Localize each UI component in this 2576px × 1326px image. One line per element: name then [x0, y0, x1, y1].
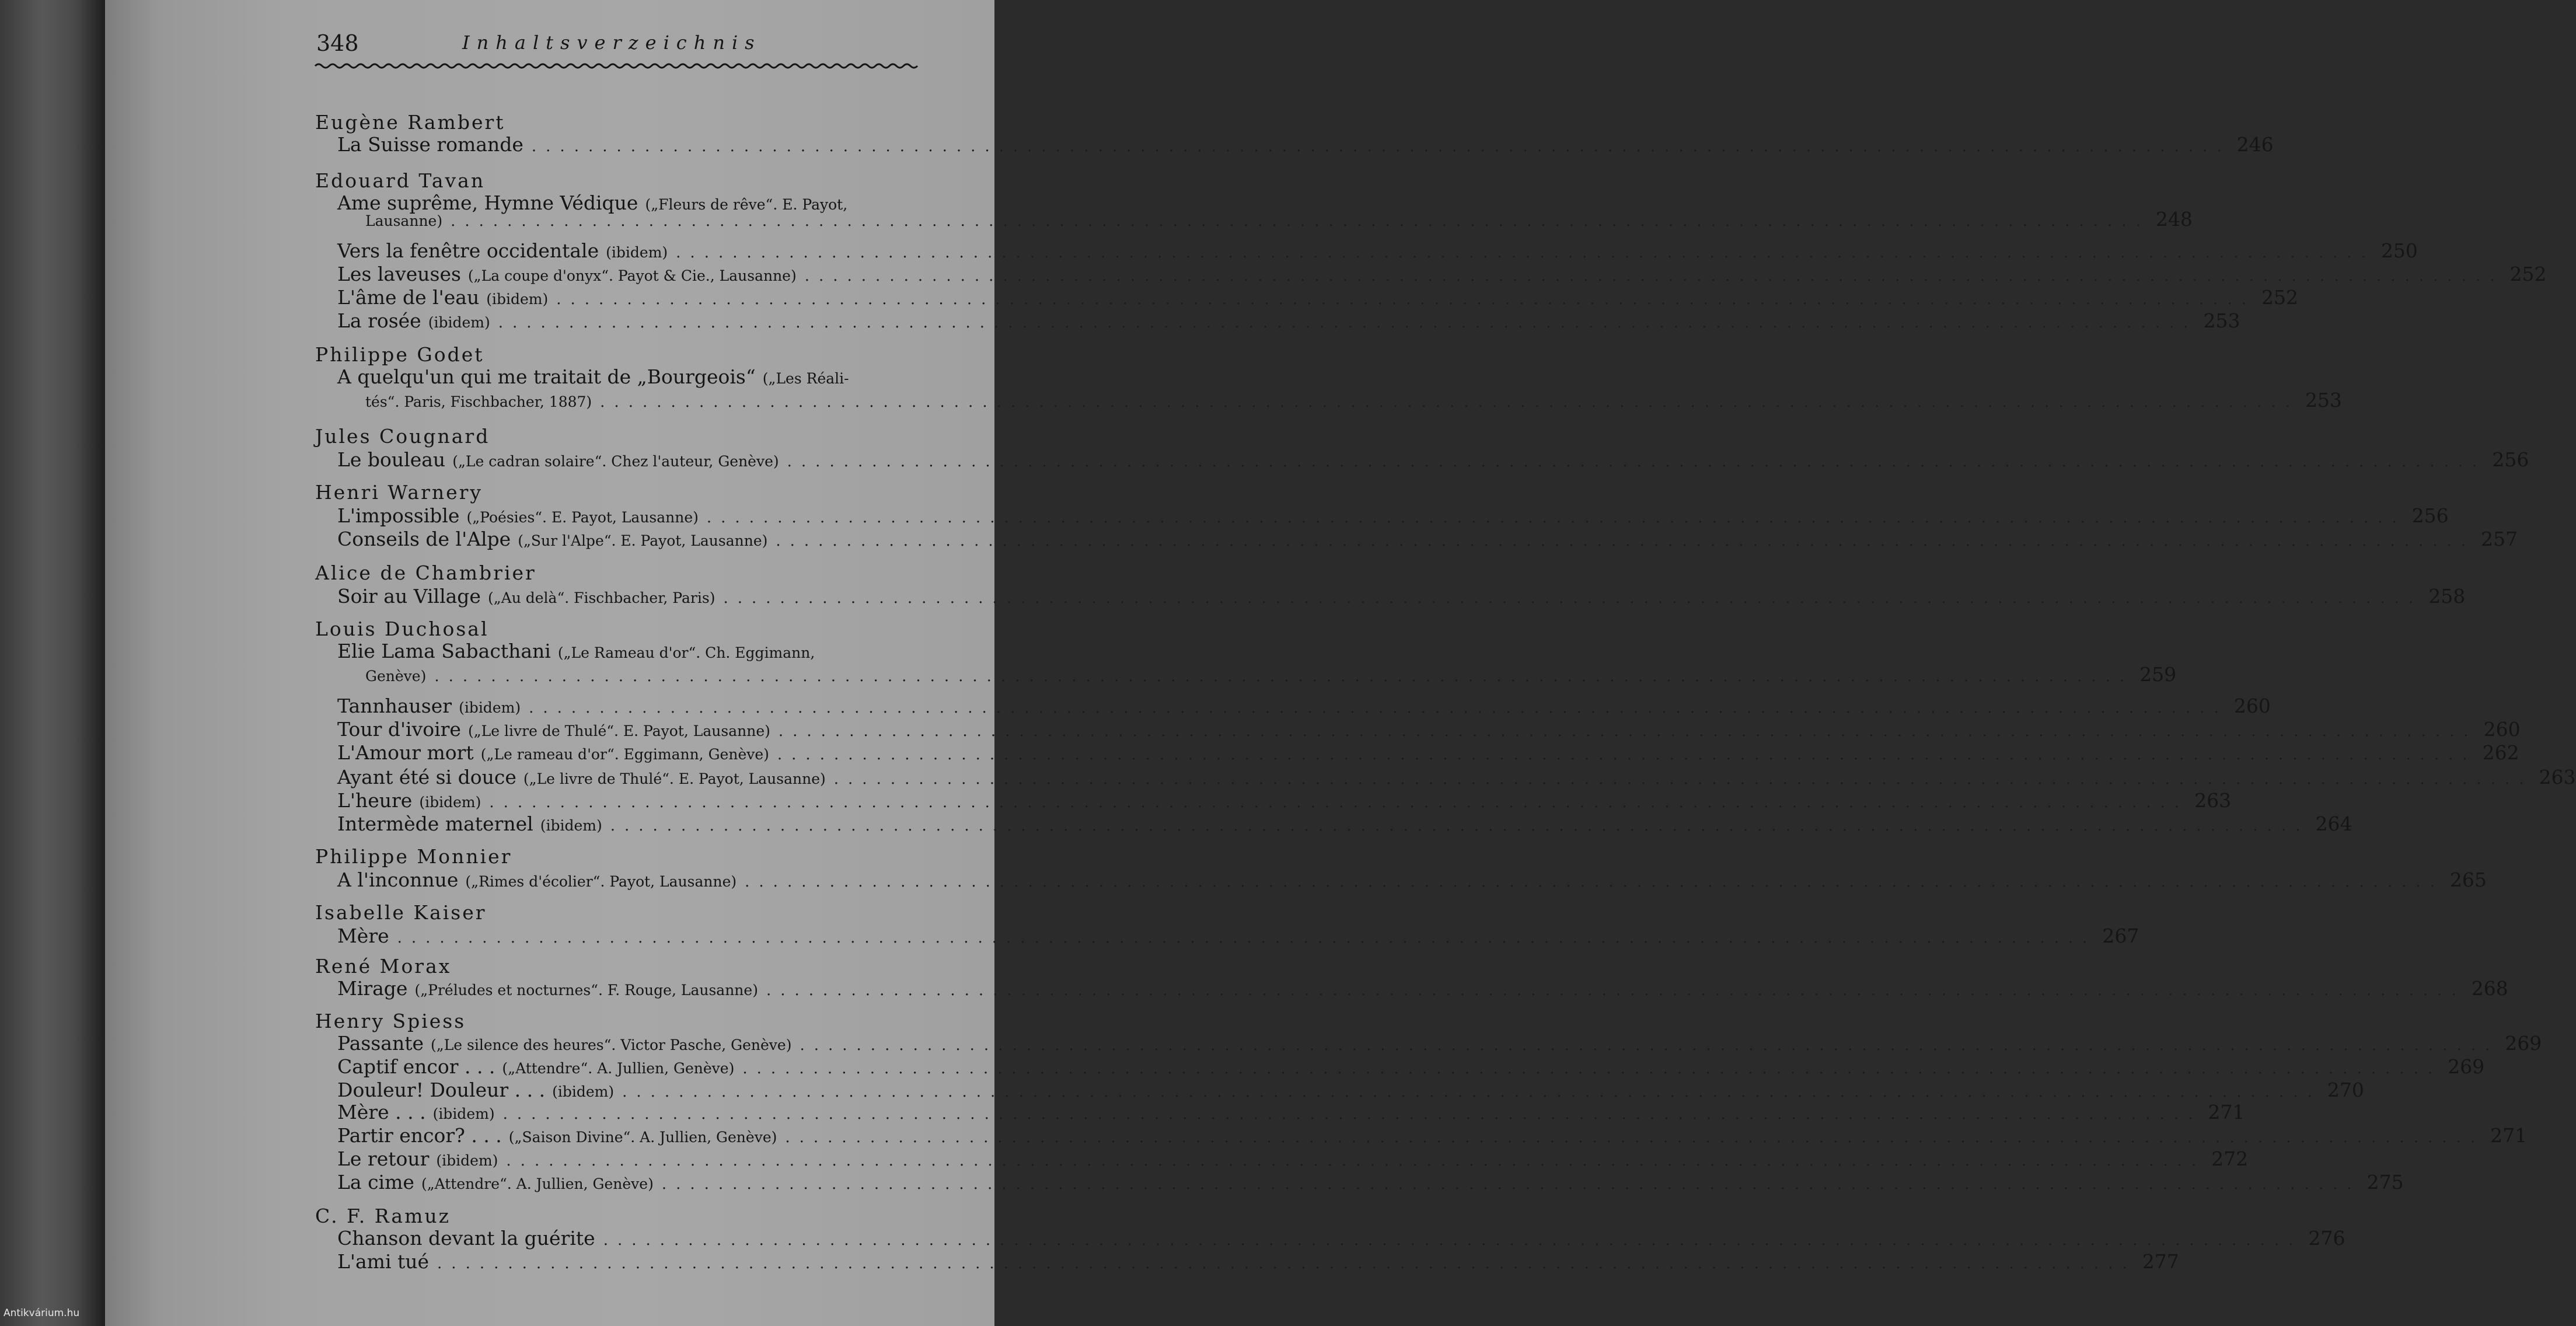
toc-entry — [337, 766, 2576, 788]
dot-leader: ........................................................................................................................ — [676, 244, 2375, 261]
toc-entry — [337, 1250, 2179, 1273]
entry-source: („Le livre de Thulé“. E. Payot, Lausanne) — [523, 770, 826, 787]
entry-page-number: 252 — [2261, 286, 2298, 309]
dot-leader: ........................................................................................................................ — [706, 509, 2406, 526]
author-alice-de-chambrier: Alice de Chambrier — [315, 561, 536, 584]
entry-source: („Le livre de Thulé“. E. Payot, Lausanne) — [467, 723, 770, 739]
entry-source: („Saison Divine“. A. Jullien, Genève) — [508, 1129, 777, 1146]
dot-leader: ........................................................................................................................ — [787, 453, 2487, 470]
entry-page-number: 260 — [2483, 718, 2521, 741]
entry-page-number: 256 — [2492, 448, 2529, 471]
entry-title: Vers la fenêtre occidentale — [337, 239, 599, 262]
author-henry-spiess: Henry Spiess — [315, 1010, 466, 1032]
entry-page-number: 269 — [2505, 1032, 2542, 1055]
entry-page-number: 277 — [2142, 1250, 2179, 1273]
author-jules-cougnard: Jules Cougnard — [315, 425, 490, 448]
toc-entry-continuation — [365, 663, 2177, 686]
author-rene-morax: René Morax — [315, 955, 452, 978]
dot-leader: ........................................................................................................................ — [745, 873, 2444, 891]
entry-source: („Fleurs de rêve“. E. Payot, — [645, 196, 848, 213]
entry-page-number: 276 — [2308, 1227, 2345, 1250]
dot-leader: ........................................................................................................................ — [833, 770, 2533, 788]
entry-title: Les laveuses — [337, 263, 461, 285]
entry-source: („Les Réali- — [762, 370, 849, 387]
entry-title: Elie Lama Sabacthani — [337, 640, 551, 662]
entry-page-number: 248 — [2155, 208, 2193, 231]
dot-leader: ........................................................................................................................ — [785, 1129, 2485, 1146]
entry-page-number: 260 — [2233, 695, 2271, 717]
entry-title: Mère . . . — [337, 1101, 426, 1123]
toc-entry-continuation — [365, 389, 2342, 411]
entry-title: L'heure — [337, 789, 413, 812]
author-isabelle-kaiser: Isabelle Kaiser — [315, 901, 487, 924]
entry-title: La Suisse romande — [337, 133, 523, 156]
toc-entry — [337, 924, 2139, 947]
entry-title: Partir encor? . . . — [337, 1124, 502, 1147]
dot-leader: ........................................................................................................................ — [800, 1037, 2500, 1054]
entry-title: Le bouleau — [337, 448, 446, 471]
entry-source: („Poésies“. E. Payot, Lausanne) — [466, 509, 699, 526]
dot-leader: ........................................................................................................................ — [556, 291, 2256, 308]
running-title: Inhaltsverzeichnis — [462, 32, 762, 54]
entry-title: Passante — [337, 1032, 424, 1055]
entry-source: („Attendre“. A. Jullien, Genève) — [502, 1060, 735, 1077]
toc-entry — [337, 1079, 2364, 1101]
entry-page-number: 263 — [2194, 789, 2232, 812]
dot-leader: ........................................................................................................................ — [777, 746, 2477, 763]
entry-source: (ibidem) — [552, 1083, 615, 1100]
entry-source: („Le Rameau d'or“. Ch. Eggimann, — [557, 644, 815, 661]
entry-page-number: 270 — [2327, 1079, 2364, 1101]
dot-leader: ........................................................................................................................ — [610, 817, 2310, 835]
entry-source: („Préludes et nocturnes“. F. Rouge, Lausanne) — [414, 982, 758, 999]
entry-title: L'âme de l'eau — [337, 286, 480, 309]
entry-source: („Sur l'Alpe“. E. Payot, Lausanne) — [518, 532, 768, 549]
author-henri-warnery: Henri Warnery — [315, 481, 483, 504]
toc-entry — [337, 718, 2521, 741]
toc-entry — [337, 789, 2232, 812]
author-edouard-tavan: Edouard Tavan — [315, 169, 486, 192]
entry-title: La cime — [337, 1171, 414, 1194]
entry-page-number: 256 — [2411, 504, 2449, 527]
author-louis-duchosal: Louis Duchosal — [315, 617, 489, 640]
toc-entry — [337, 1147, 2249, 1170]
entry-source: („Attendre“. A. Jullien, Genève) — [421, 1175, 654, 1192]
toc-entry — [337, 133, 2274, 156]
entry-source: (ibidem) — [419, 794, 481, 811]
entry-source: („Le silence des heures“. Victor Pasche, Genève) — [430, 1037, 792, 1053]
entry-title: Le retour — [337, 1147, 430, 1170]
entry-title: L'ami tué — [337, 1250, 430, 1273]
entry-page-number: 264 — [2315, 812, 2352, 835]
entry-source: (ibidem) — [606, 244, 668, 261]
dot-leader: ........................................................................................................................ — [742, 1060, 2442, 1077]
entry-page-number: 262 — [2482, 741, 2519, 764]
entry-title: Douleur! Douleur . . . — [337, 1079, 546, 1101]
toc-entry — [337, 504, 2449, 527]
dot-leader: ........................................................................................................................ — [498, 314, 2198, 332]
toc-entry — [337, 365, 922, 388]
entry-title: Tour d'ivoire — [337, 718, 461, 741]
entry-title: Conseils de l'Alpe — [337, 528, 511, 550]
entry-title: Chanson devant la guérite — [337, 1227, 595, 1250]
dot-leader: ........................................................................................................................ — [506, 1152, 2206, 1170]
toc-entry — [337, 239, 2418, 262]
entry-title: Mère — [337, 924, 389, 947]
dot-leader: ........................................................................................................................ — [397, 929, 2097, 947]
entry-page-number: 246 — [2236, 133, 2274, 156]
entry-source: (ibidem) — [486, 291, 549, 308]
toc-entry — [337, 640, 922, 662]
dot-leader: ........................................................................................................................ — [529, 699, 2228, 717]
entry-source-continued: tés“. Paris, Fischbacher, 1887) — [365, 393, 592, 410]
entry-title: Ayant été si douce — [337, 766, 516, 788]
dot-leader: ........................................................................................................................ — [723, 589, 2423, 607]
entry-page-number: 267 — [2102, 924, 2139, 947]
toc-entry — [337, 528, 2518, 550]
author-eugene-rambert: Eugène Rambert — [315, 111, 505, 134]
entry-title: L'Amour mort — [337, 741, 474, 764]
entry-page-number: 259 — [2139, 663, 2177, 686]
entry-source: („Le cadran solaire“. Chez l'auteur, Genève) — [452, 453, 779, 470]
entry-page-number: 252 — [2509, 263, 2547, 285]
toc-entry — [337, 1171, 2404, 1194]
entry-title: A quelqu'un qui me traitait de „Bourgeois“ — [337, 365, 756, 388]
entry-page-number: 269 — [2448, 1055, 2485, 1078]
dot-leader: ........................................................................................................................ — [804, 267, 2504, 285]
entry-page-number: 268 — [2471, 977, 2508, 1000]
entry-page-number: 257 — [2481, 528, 2518, 550]
entry-title: A l'inconnue — [337, 868, 459, 891]
toc-entry — [337, 1227, 2345, 1250]
entry-source: („Le rameau d'or“. Eggimann, Genève) — [480, 746, 769, 763]
toc-entry — [337, 977, 2508, 1000]
toc-entry — [337, 1055, 2485, 1078]
entry-source: („Au delà“. Fischbacher, Paris) — [487, 589, 715, 606]
entry-title: Tannhauser — [337, 695, 452, 717]
dot-leader: ........................................................................................................................ — [434, 668, 2134, 685]
dot-leader: ........................................................................................................................ — [451, 212, 2150, 230]
toc-entry — [337, 263, 2547, 285]
entry-source-continued: Lausanne) — [365, 212, 443, 229]
toc-entry — [337, 1032, 2542, 1055]
entry-page-number: 258 — [2428, 585, 2466, 608]
toc-entry — [337, 741, 2519, 764]
author-philippe-monnier: Philippe Monnier — [315, 845, 512, 868]
dot-leader: ........................................................................................................................ — [531, 138, 2231, 155]
entry-source: (ibidem) — [540, 817, 602, 834]
toc-entry — [337, 286, 2298, 309]
entry-page-number: 265 — [2449, 868, 2487, 891]
entry-source: (ibidem) — [436, 1152, 498, 1169]
entry-title: Captif encor . . . — [337, 1055, 495, 1078]
entry-source: (ibidem) — [428, 314, 490, 331]
entry-page-number: 253 — [2203, 309, 2240, 332]
toc-entry — [337, 448, 2529, 471]
toc-entry-continuation — [365, 208, 2193, 231]
toc-entry — [337, 1124, 2528, 1147]
toc-entry — [337, 309, 2240, 332]
dot-leader: ........................................................................................................................ — [603, 1231, 2303, 1249]
toc-entry — [337, 1101, 2245, 1123]
entry-title: Soir au Village — [337, 585, 481, 608]
dot-leader: ........................................................................................................................ — [661, 1175, 2361, 1193]
toc-entry — [337, 812, 2352, 835]
dot-leader: ........................................................................................................................ — [600, 393, 2299, 411]
entry-source: („La coupe d'onyx“. Payot & Cie., Lausanne) — [467, 267, 797, 284]
author-c-f-ramuz: C. F. Ramuz — [315, 1205, 451, 1227]
entry-title: Mirage — [337, 977, 408, 1000]
dot-leader: ........................................................................................................................ — [778, 723, 2478, 740]
entry-title: La rosée — [337, 309, 421, 332]
entry-source: (ibidem) — [432, 1105, 495, 1122]
entry-source: (ibidem) — [459, 699, 521, 716]
entry-title: Ame suprême, Hymne Védique — [337, 191, 638, 214]
entry-page-number: 263 — [2539, 766, 2576, 788]
toc-entry — [337, 585, 2466, 608]
dot-leader: ........................................................................................................................ — [489, 794, 2189, 811]
watermark: Antikvárium.hu — [4, 1307, 80, 1319]
dot-leader: ........................................................................................................................ — [437, 1255, 2137, 1272]
page-number: 348 — [316, 30, 359, 56]
dot-leader: ........................................................................................................................ — [622, 1083, 2322, 1101]
author-philippe-godet: Philippe Godet — [315, 343, 484, 366]
entry-page-number: 250 — [2380, 239, 2418, 262]
entry-title: L'impossible — [337, 504, 460, 527]
entry-page-number: 275 — [2366, 1171, 2404, 1194]
entry-source: („Rimes d'écolier“. Payot, Lausanne) — [465, 873, 737, 890]
dot-leader: ........................................................................................................................ — [502, 1105, 2202, 1123]
toc-entry — [337, 695, 2271, 717]
entry-page-number: 253 — [2305, 389, 2342, 411]
entry-source-continued: Genève) — [365, 668, 427, 685]
entry-page-number: 271 — [2490, 1124, 2528, 1147]
entry-title: Intermède maternel — [337, 812, 533, 835]
dot-leader: ........................................................................................................................ — [776, 532, 2476, 550]
entry-page-number: 272 — [2211, 1147, 2249, 1170]
dot-leader: ........................................................................................................................ — [766, 982, 2466, 999]
toc-entry — [337, 868, 2487, 891]
entry-page-number: 271 — [2208, 1101, 2245, 1123]
